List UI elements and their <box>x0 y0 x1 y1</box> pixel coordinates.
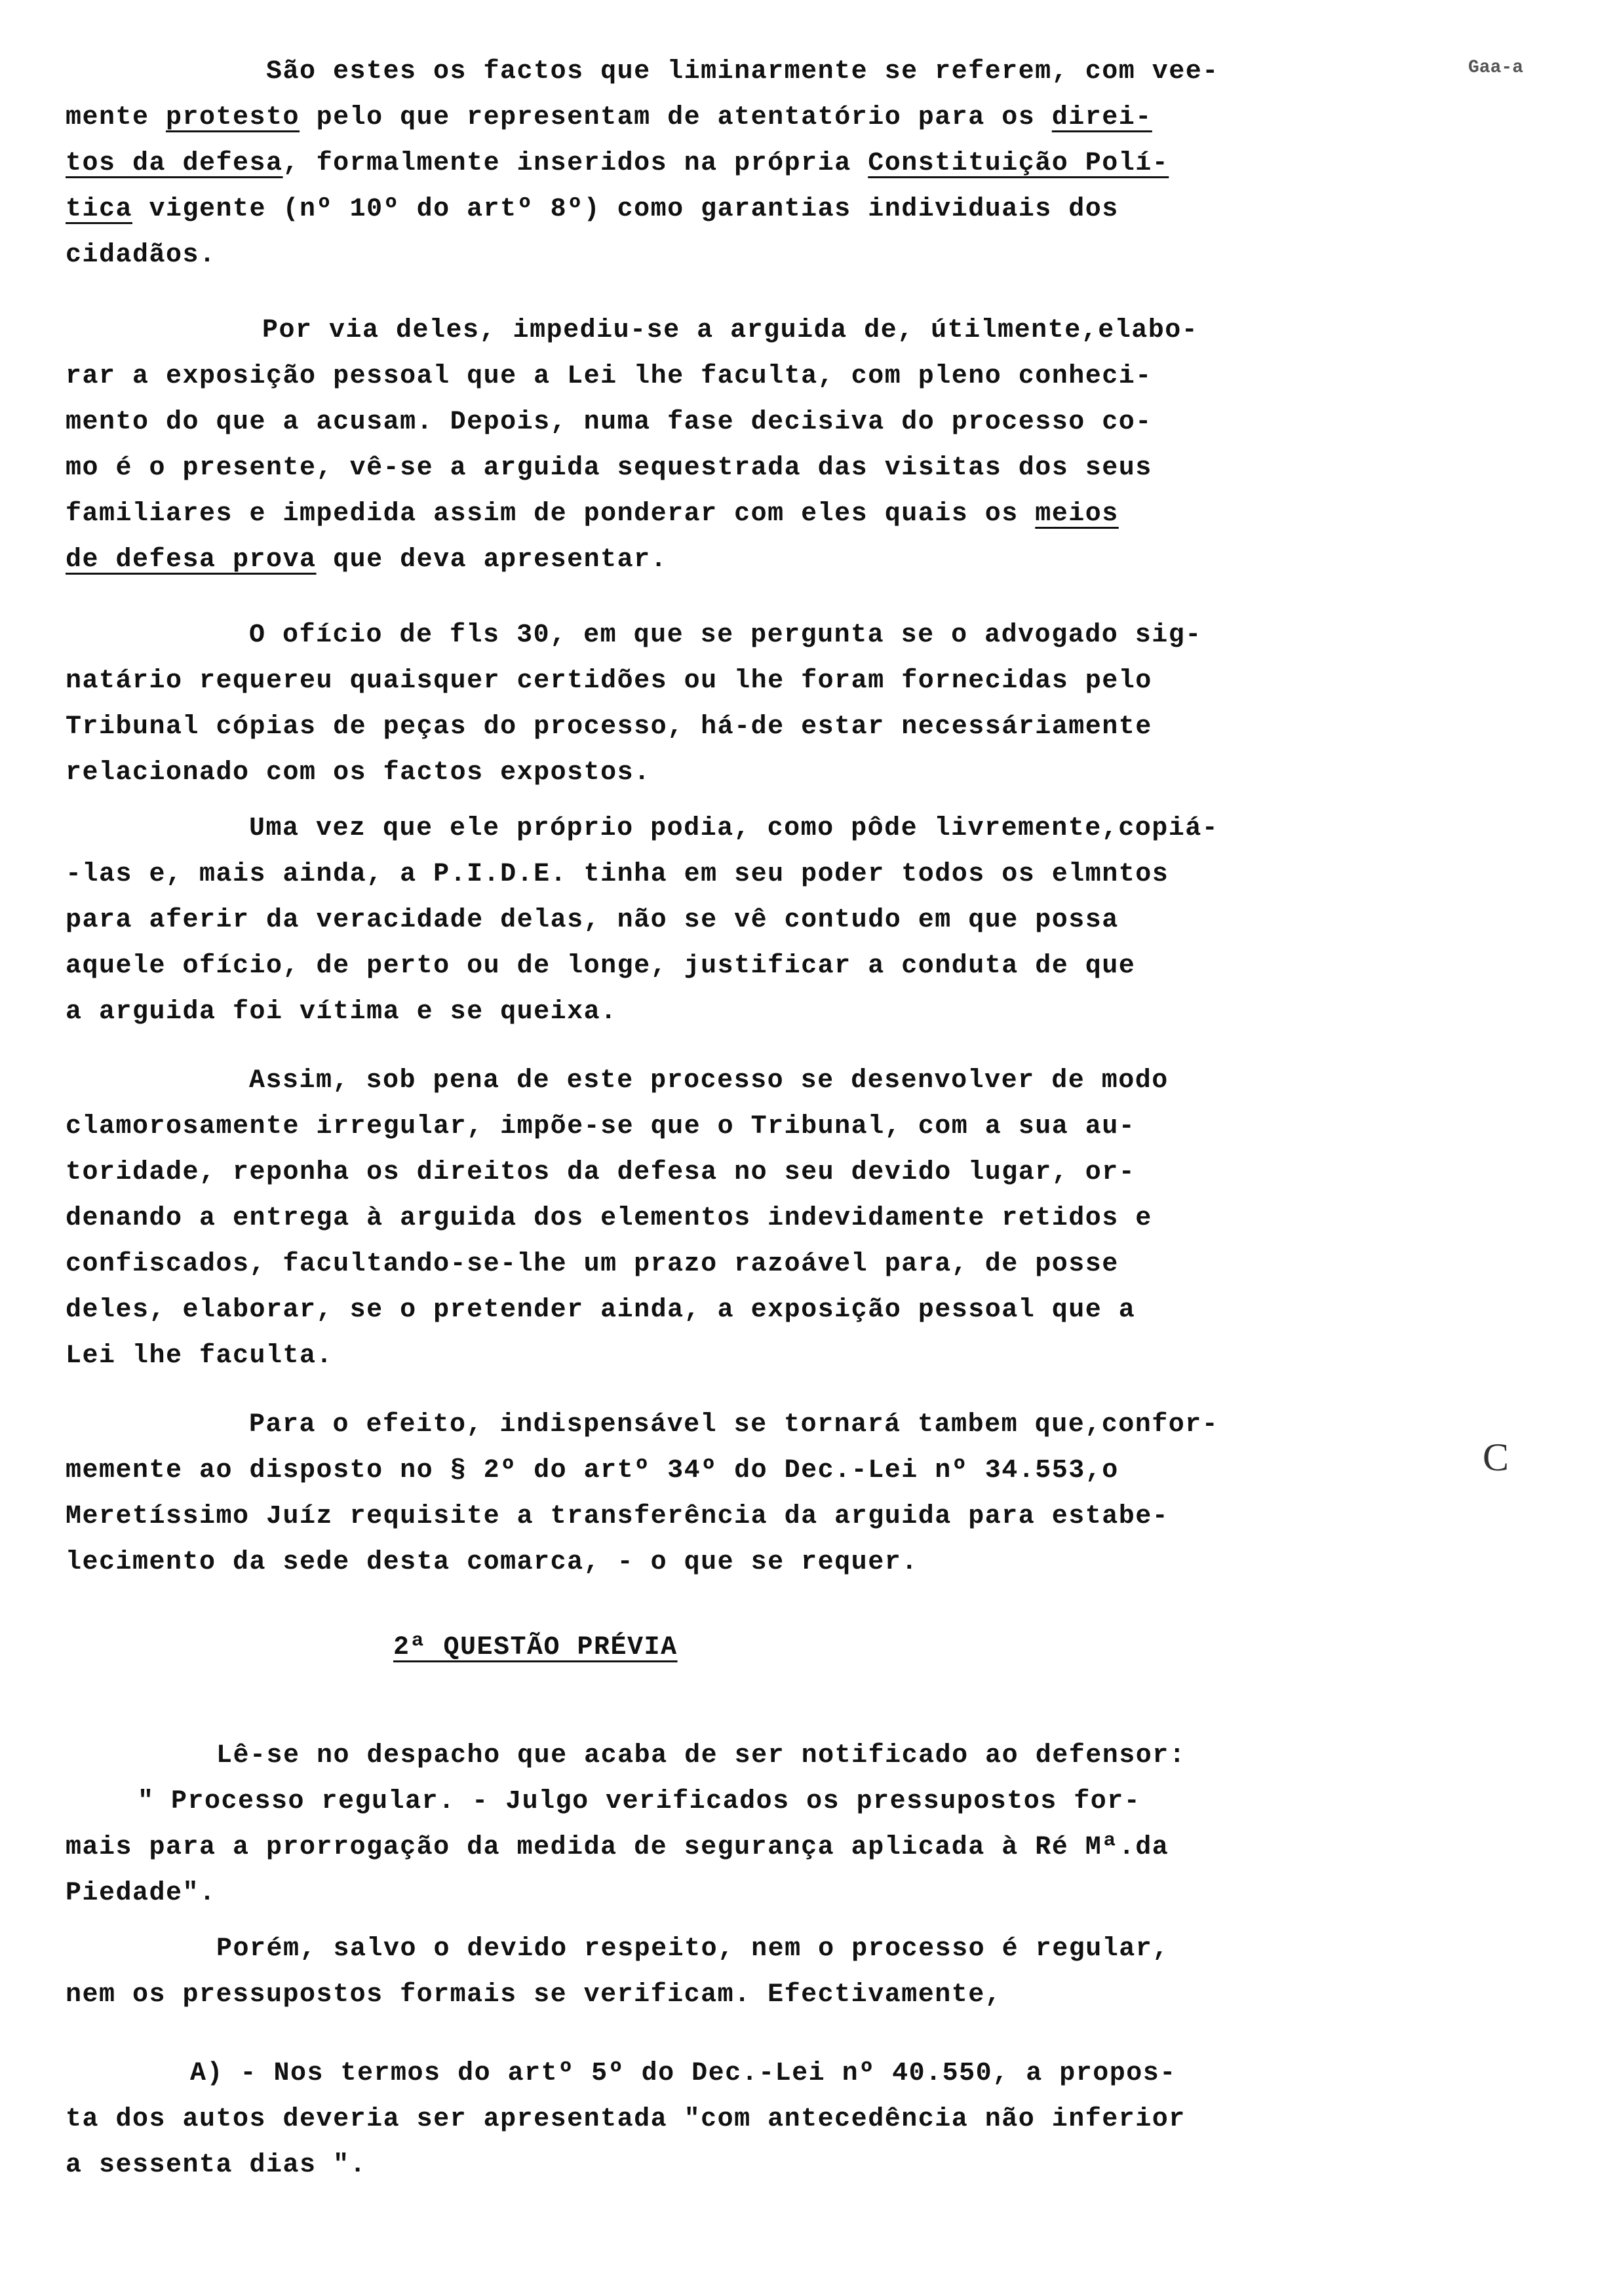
section-heading: 2ª QUESTÃO PRÉVIA <box>393 1633 678 1662</box>
text-line: cidadãos. <box>66 240 216 270</box>
text-span: pelo que representam de atentatório para os <box>300 103 1052 132</box>
text-line: confiscados, facultando-se-lhe um prazo razoável para, de posse <box>66 1250 1119 1279</box>
text-line: Para o efeito, indispensável se tornará tambem que,confor- <box>249 1410 1219 1440</box>
text-line: Porém, salvo o devido respeito, nem o processo é regular, <box>216 1934 1169 1964</box>
paragraph-2 <box>66 308 1429 583</box>
paragraph-1 <box>66 49 1429 278</box>
underlined-text: tos da defesa <box>66 149 283 178</box>
text-line: São estes os factos que liminarmente se referem, com vee- <box>266 57 1219 86</box>
paragraph-7 <box>66 1733 1429 1917</box>
text-line <box>66 537 1429 583</box>
text-line <box>66 141 1429 187</box>
text-span: , formalmente inseridos na própria <box>282 149 868 178</box>
text-line: rar a exposição pessoal que a Lei lhe faculta, com pleno conheci- <box>66 362 1152 391</box>
text-line: " Processo regular. - Julgo verificados os pressupostos for- <box>138 1787 1141 1816</box>
paragraph-6 <box>66 1402 1429 1586</box>
paragraph-3 <box>66 613 1429 796</box>
text-line: mento do que a acusam. Depois, numa fase decisiva do processo co- <box>66 408 1152 437</box>
text-line: Assim, sob pena de este processo se desenvolver de modo <box>249 1066 1169 1096</box>
text-line: toridade, reponha os direitos da defesa no seu devido lugar, or- <box>66 1158 1136 1187</box>
paragraph-5 <box>66 1058 1429 1379</box>
underlined-text: de defesa prova <box>66 545 317 575</box>
text-line: denando a entrega à arguida dos elementos indevidamente retidos e <box>66 1204 1152 1233</box>
text-span: mente <box>66 103 166 132</box>
text-line: a sessenta dias ". <box>66 2151 367 2180</box>
text-line: clamorosamente irregular, impõe-se que o Tribunal, com a sua au- <box>66 1112 1136 1141</box>
underlined-text: tica <box>66 195 133 224</box>
text-line: Lê-se no despacho que acaba de ser notificado ao defensor: <box>216 1741 1186 1770</box>
text-line: Por via deles, impediu-se a arguida de, útilmente,elabo- <box>262 316 1199 345</box>
text-line: aquele ofício, de perto ou de longe, justificar a conduta de que <box>66 951 1136 981</box>
text-line <box>66 95 1429 141</box>
text-line <box>66 491 1429 537</box>
text-span: familiares e impedida assim de ponderar com eles quais os <box>66 499 1036 529</box>
underlined-text: meios <box>1035 499 1119 529</box>
text-line: ta dos autos deveria ser apresentada "com antecedência não inferior <box>66 2105 1186 2134</box>
paragraph-8 <box>66 1926 1429 2018</box>
text-line: -las e, mais ainda, a P.I.D.E. tinha em seu poder todos os elmntos <box>66 860 1169 889</box>
underlined-text: protesto <box>166 103 300 132</box>
corner-page-mark: Gaa-a <box>1468 58 1524 78</box>
text-line: Tribunal cópias de peças do processo, há-de estar necessáriamente <box>66 712 1152 742</box>
text-line: nem os pressupostos formais se verificam. Efectivamente, <box>66 1980 1002 2010</box>
text-line: para aferir da veracidade delas, não se vê contudo em que possa <box>66 906 1119 935</box>
text-span: vigente (nº 10º do artº 8º) como garantias individuais dos <box>132 195 1119 224</box>
text-line: Lei lhe faculta. <box>66 1341 334 1371</box>
text-line: relacionado com os factos expostos. <box>66 758 651 788</box>
underlined-text: Constituição Polí- <box>868 149 1169 178</box>
text-line: Uma vez que ele próprio podia, como pôde livremente,copiá- <box>249 814 1219 843</box>
paragraph-4 <box>66 806 1429 1035</box>
text-line: lecimento da sede desta comarca, - o que se requer. <box>66 1548 918 1577</box>
text-line: Meretíssimo Juíz requisite a transferência da arguida para estabe- <box>66 1502 1169 1531</box>
underlined-text: direi- <box>1051 103 1152 132</box>
text-line: mo é o presente, vê-se a arguida sequestrada das visitas dos seus <box>66 453 1152 483</box>
text-line: Piedade". <box>66 1879 216 1908</box>
text-line: mais para a prorrogação da medida de segurança aplicada à Ré Mª.da <box>66 1833 1169 1862</box>
text-line: natário requereu quaisquer certidões ou lhe foram fornecidas pelo <box>66 666 1152 696</box>
text-line: deles, elaborar, se o pretender ainda, a exposição pessoal que a <box>66 1295 1136 1325</box>
text-line: memente ao disposto no § 2º do artº 34º do Dec.-Lei nº 34.553,o <box>66 1456 1119 1485</box>
text-line <box>66 187 1429 233</box>
margin-bracket-mark: C <box>1483 1436 1510 1479</box>
text-line: A) - Nos termos do artº 5º do Dec.-Lei nº 40.550, a propos- <box>190 2059 1177 2088</box>
paragraph-9 <box>66 2051 1429 2189</box>
text-span: que deva apresentar. <box>316 545 668 575</box>
text-line: O ofício de fls 30, em que se pergunta se o advogado sig- <box>249 621 1202 650</box>
text-line: a arguida foi vítima e se queixa. <box>66 997 617 1027</box>
